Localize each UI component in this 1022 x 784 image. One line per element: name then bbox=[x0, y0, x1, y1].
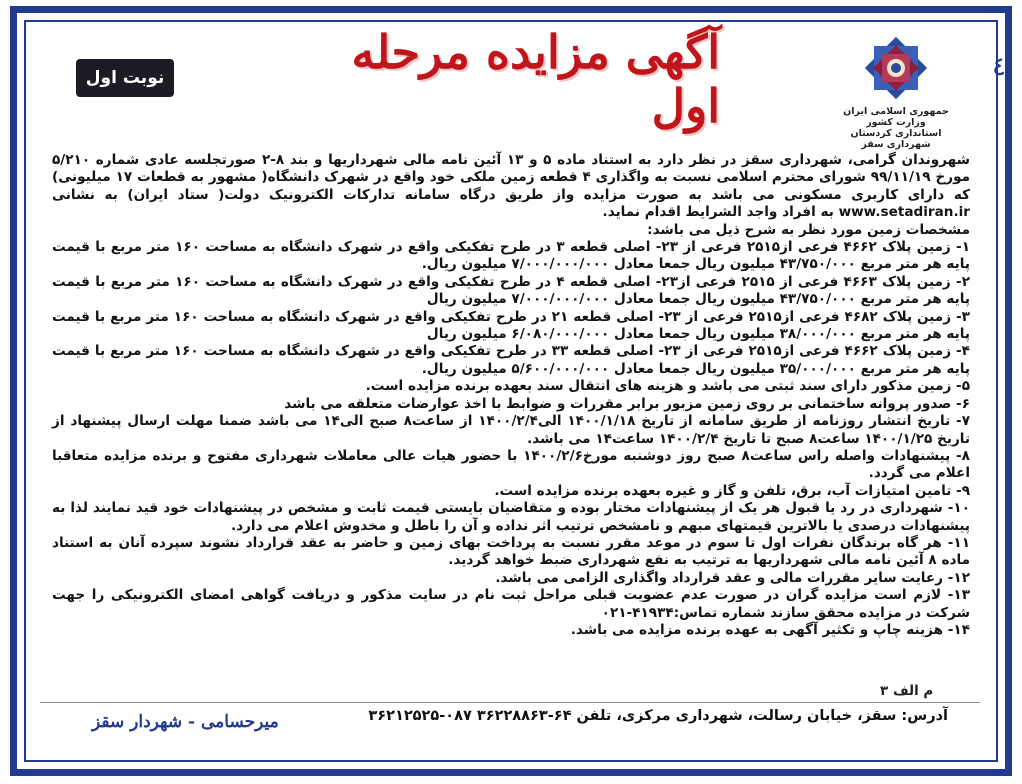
address-line: آدرس: سقز، خیابان رسالت، شهرداری مرکزی، تلفن ۶۴-۳۶۲۲۸۸۶۳ ۰۸۷-۳۶۲۱۲۵۲۵ bbox=[368, 708, 948, 724]
clause-7: ۷- تاریخ انتشار روزنامه از طریق سامانه از تاریخ ۱۴۰۰/۱/۱۸ الی۱۴۰۰/۲/۴ از ساعت۸ صبح الی۱۴ می باشد ضمنا مهلت ارسال پیشنهاد از تاریخ ۱۴۰۰/۱/۲۵ ساعت۸ صبح تا تاریخ ۱۴۰۰/۲/۴ ساعت۱۴ می باشد. bbox=[52, 413, 970, 447]
clause-11: ۱۱- هر گاه برندگان نفرات اول تا سوم در موعد مقرر نسبت به پرداخت بهای زمین و حاضر به عقد قرارداد نشوند سپرده آنان به استناد ماده ۸ آئین نامه مالی شهرداریها به ترتیب به نفع شهرداری ضبط خواهد گردید. bbox=[52, 534, 970, 569]
clause-9: ۹- تامین امتیازات آب، برق، تلفن و گاز و غیره بعهده برنده مزایده است. bbox=[494, 482, 970, 499]
website-link[interactable]: www.setadiran.ir bbox=[838, 204, 970, 221]
intro-text: شهروندان گرامی، شهرداری سقز در نظر دارد به استناد ماده ۵ و ۱۳ آئین نامه مالی شهرداریها و بند ۸-۲ صورتجلسه عادی شماره ۵/۲۱۰ مورخ ۹۹/۱۱/۱۹ شورای محترم اسلامی نسبت به واگذاری ۴ قطعه زمین ملکی خود واقع در شهرک دانشگاه( مشهور به قطعات ۱۷ میلیونی) که دارای کاربری مسکونی می باشد به صورت مزایده واز طریق درگاه سامانه تدارکات الکترونیک دولت( ستاد ایران) به نشانی bbox=[52, 152, 971, 203]
org-line-province: استانداری کردستان bbox=[850, 128, 942, 139]
org-line-municipality: شهرداری سقز bbox=[861, 139, 931, 150]
org-line-country: جمهوری اسلامی ایران bbox=[843, 106, 949, 117]
clause-12: ۱۲- رعایت سایر مقررات مالی و عقد قرارداد واگذاری الزامی می باشد. bbox=[495, 569, 970, 586]
org-line-ministry: وزارت کشور bbox=[866, 117, 926, 128]
round-badge: نوبت اول bbox=[76, 59, 174, 97]
notice-body bbox=[52, 152, 970, 639]
clause-2: ۲- زمین پلاک ۴۶۶۳ فرعی از ۲۵۱۵ فرعی از۲۳- اصلی قطعه ۴ در طرح تفکیکی واقع در شهرک دانشگاه به مساحت ۱۶۰ متر مربع با قیمت پایه هر متر مربع ۴۳/۷۵۰/۰۰۰ میلیون ریال جمعا معادل ۷/۰۰۰/۰۰۰/۰۰۰ میلیون ریال bbox=[52, 273, 971, 308]
clause-10: ۱۰- شهرداری در رد یا قبول هر یک از پیشنهادات مختار بوده و متقاضیان بایستی قیمت ثابت و مشخص در پیشنهادات خود قید نمایند لذا به پیشنهادات درصدی یا بالاترین قیمتهای مبهم و نامشخص ترتیب اثر نداده و آن را باطل و مخدوش اعلام می دارد. bbox=[52, 500, 970, 534]
mayor-signature: میرحسامی - شهردار سقز bbox=[92, 712, 279, 732]
clause-13: ۱۳- لازم است مزایده گران در صورت عدم عضویت قبلی مراحل ثبت نام در سایت مذکور و دریافت گواهی امضای الکترونیکی را جهت شرکت در مزایده محقق سازند شماره تماس:۴۱۹۳۴-۰۲۱ bbox=[52, 587, 970, 621]
clause-3: ۳- زمین پلاک ۴۶۸۲ فرعی از۲۵۱۵ فرعی از ۲۳- اصلی قطعه ۲۱ در طرح تفکیکی واقع در شهرک دانشگاه به مساحت ۱۶۰ متر مربع با قیمت پایه هر متر مربع ۳۸/۰۰۰/۰۰۰ میلیون ریال جمعا معادل ۶/۰۸۰/۰۰۰/۰۰۰ میلیون ریال bbox=[52, 308, 970, 343]
clause-4: ۴- زمین پلاک ۴۶۶۲ فرعی از۲۵۱۵ فرعی از ۲۳- اصلی قطعه ۳۳ در طرح تفکیکی واقع در شهرک دانشگاه به مساحت ۱۶۰ متر مربع با قیمت پایه هر متر مربع ۳۵/۰۰۰/۰۰۰ میلیون ریال جمعا معادل ۵/۶۰۰/۰۰۰/۰۰۰ میلیون ریال. bbox=[52, 343, 970, 377]
footer-divider bbox=[40, 702, 980, 703]
intro-paragraph bbox=[52, 152, 970, 222]
org-block bbox=[840, 106, 952, 150]
clause-8: ۸- پیشنهادات واصله راس ساعت۸ صبح روز دوشنبه مورخ۱۴۰۰/۲/۶ با حضور هیات عالی معاملات شهرداری مفتوح و برنده مزایده متعاقبا اعلام می گردد. bbox=[52, 447, 970, 482]
specs-heading: مشخصات زمین مورد نظر به شرح ذیل می باشد: bbox=[647, 221, 970, 238]
notice-code: م الف ۳ bbox=[880, 683, 934, 699]
margin-mark: ٤ bbox=[992, 52, 1006, 82]
intro-tail: به افراد واجد الشرایط اقدام نماید. bbox=[602, 204, 834, 221]
clause-1: ۱- زمین پلاک ۴۶۶۲ فرعی از۲۵۱۵ فرعی از ۲۳- اصلی قطعه ۳ در طرح تفکیکی واقع در شهرک دانشگاه به مساحت ۱۶۰ متر مربع با قیمت پایه هر متر مربع ۴۳/۷۵۰/۰۰۰ میلیون ریال جمعا معادل ۷/۰۰۰/۰۰۰/۰۰۰ میلیون ریال. bbox=[52, 239, 971, 273]
page-title: آگهی مزایده مرحله اول bbox=[351, 25, 720, 133]
clause-14: ۱۴- هزینه چاپ و تکثیر آگهی به عهده برنده مزایده می باشد. bbox=[570, 621, 970, 638]
emblem-icon bbox=[864, 36, 928, 100]
clause-6: ۶- صدور پروانه ساختمانی بر روی زمین مزبور برابر مقررات و ضوابط با اخذ عوارضات متعلقه می باشد bbox=[284, 395, 970, 412]
clause-5: ۵- زمین مذکور دارای سند ثبتی می باشد و هزینه های انتقال سند بعهده برنده مزایده است. bbox=[365, 378, 970, 395]
